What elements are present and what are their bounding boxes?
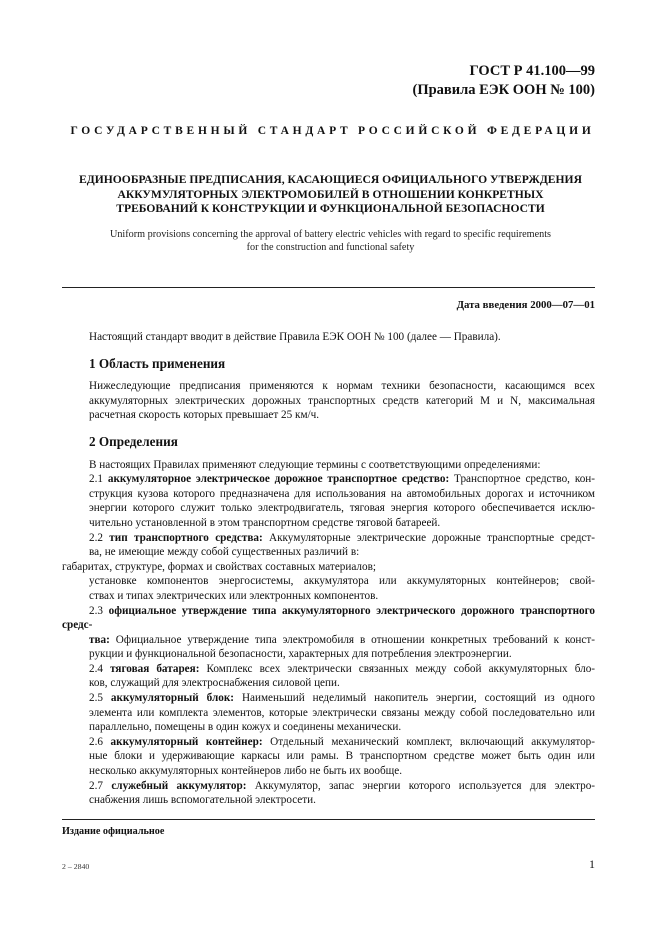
definition-2-6: 2.6 аккумуляторный контейнер: Отдельный механический комплект, включающий аккумулятор- ные блоки и удерживающие каркасы или рамы. В транспортном средстве может быть один или несколько аккумуляторных контейнеров либо не быть их вообще. (89, 735, 595, 778)
bottom-divider (62, 819, 595, 820)
term: тва: (89, 633, 110, 646)
ece-rule-number: (Правила ЕЭК ООН № 100) (412, 82, 595, 98)
english-title-line: for the construction and functional safety (246, 242, 415, 253)
gost-number: ГОСТ Р 41.100—99 (469, 63, 595, 79)
section-heading-definitions: 2 Определения (89, 433, 178, 449)
english-title (60, 228, 601, 254)
term: тяговая батарея: (110, 662, 200, 675)
intro-date: Дата введения 2000—07—01 (456, 299, 595, 311)
gost-identifier (413, 62, 596, 100)
main-title-line: ТРЕБОВАНИЙ К КОНСТРУКЦИИ И ФУНКЦИОНАЛЬНОЙ БЕЗОПАСНОСТИ (116, 202, 545, 215)
term: тип транспортного средства: (109, 531, 263, 544)
main-title (60, 173, 601, 217)
term: аккумуляторный контейнер: (110, 735, 263, 748)
term: официальное утверждение типа аккумуляторного электрического дорожного транспортного средс- (62, 604, 596, 632)
definition-2-1: 2.1 аккумуляторное электрическое дорожное транспортное средство: Транспортное средство, кон- струкция кузова которого предназначена для использования на автомобильных дорогах и источником энергии которого служит только электродвигатель, тяговая энергия которого обеспечивается исклю- чительно установленной в этом транспортном средстве тяговой батареей. (89, 473, 596, 529)
definition-2-7: 2.7 служебный аккумулятор: Аккумулятор, запас энергии которого используется для электро- снабжения лишь вспомогательной электросети. (89, 779, 596, 807)
main-title-line: АККУМУЛЯТОРНЫХ ЭЛЕКТРОМОБИЛЕЙ В ОТНОШЕНИИ КОНКРЕТНЫХ (117, 187, 544, 201)
definitions-intro: В настоящих Правилах применяют следующие термины с соответствующими определениями: (89, 458, 541, 471)
term: служебный аккумулятор: (111, 779, 247, 792)
scope-paragraph: Нижеследующие предписания применяются к нормам техники безопасности, касающимся всех аккумуляторных электрических дорожных транспортных средств категорий M и N, максимальная расчетная скорость которых превышает 25 км/ч. (89, 380, 595, 422)
definition-2-4: 2.4 тяговая батарея: Комплекс всех электрически связанных между собой аккумуляторных бло- ков, служащий для электроснабжения силовой цепи. (89, 662, 596, 690)
term: аккумуляторный блок: (110, 692, 235, 705)
top-divider (62, 287, 595, 288)
page-number: 1 (589, 857, 595, 871)
document-body (62, 330, 595, 808)
definition-2-2-item: установке компонентов энергосистемы, аккумулятора или аккумуляторных контейнеров; свой- ствах и типах электрических или электронных компонентов. (89, 575, 595, 602)
definition-2-3: 2.3 официальное утверждение типа аккумуляторного электрического дорожного транспортного средс- тва: Официальное утверждение типа электромобиля в отношении конкретных требований к конст- рукции и функциональной безопасности, характерных для потребления электроэнергии. (62, 604, 596, 661)
edition-label: Издание официальное (62, 826, 165, 837)
intro-paragraph: Настоящий стандарт вводит в действие Правила ЕЭК ООН № 100 (далее — Правила). (89, 331, 501, 343)
section-heading-scope: 1 Область применения (89, 355, 226, 371)
english-title-line: Uniform provisions concerning the approval of battery electric vehicles with regard to specific requirements (109, 229, 552, 240)
main-title-line: ЕДИНООБРАЗНЫЕ ПРЕДПИСАНИЯ, КАСАЮЩИЕСЯ ОФИЦИАЛЬНОГО УТВЕРЖДЕНИЯ (79, 173, 582, 186)
definition-2-2: 2.2 тип транспортного средства: Аккумуляторные электрические дорожные транспортные средст- ва, не имеющие между собой существенных различий в: (89, 531, 596, 559)
term: аккумуляторное электрическое дорожное транспортное средство: (107, 473, 450, 486)
definition-2-2-item: габаритах, структуре, формах и свойствах составных материалов; (62, 560, 377, 573)
print-code: 2 – 2840 (62, 862, 90, 871)
definition-2-5: 2.5 аккумуляторный блок: Наименьший неделимый накопитель энергии, состоящий из одного элемента или комплекта элементов, которые электрически связаны между собой последовательно или параллельно, помещены в один кожух и соединены механически. (89, 692, 595, 734)
standard-title: ГОСУДАРСТВЕННЫЙ СТАНДАРТ РОССИЙСКОЙ ФЕДЕРАЦИИ (70, 125, 595, 137)
